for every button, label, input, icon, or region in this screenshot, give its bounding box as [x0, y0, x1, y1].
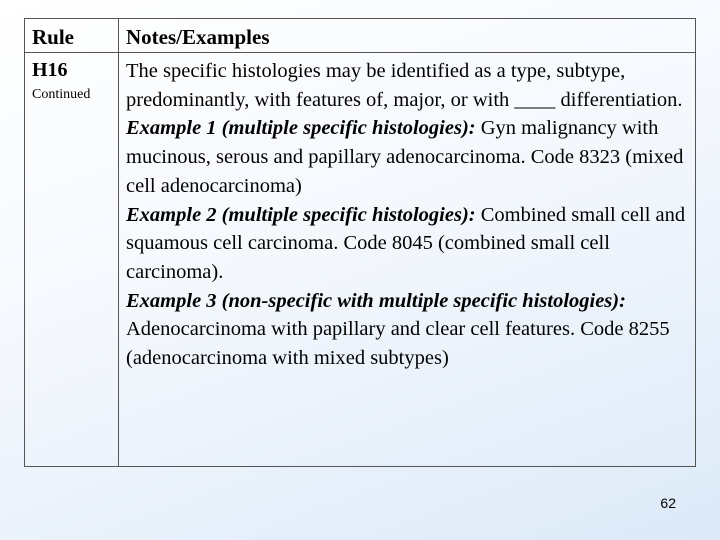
page-number: 62: [660, 495, 676, 511]
example-3-text: Adenocarcinoma with papillary and clear cell features. Code 8255 (adenocarcinoma with mixed subtypes): [126, 318, 670, 370]
example-1: [126, 114, 687, 200]
example-1-text: Gyn malignancy with mucinous, serous and papillary adenocarcinoma. Code 8323 (mixed cell adenocarcinoma): [126, 117, 684, 197]
example-2-label: Example 2 (multiple specific histologies):: [126, 203, 476, 226]
rule-column-header: Rule: [25, 19, 119, 53]
rule-cell: [25, 53, 119, 467]
rules-table: [24, 18, 696, 467]
example-3-label: Example 3 (non-specific with multiple specific histologies):: [126, 289, 626, 312]
table-header-row: [25, 19, 696, 53]
rule-continued-label: Continued: [32, 87, 91, 102]
notes-cell: [119, 53, 696, 467]
example-2: [126, 201, 687, 287]
example-3: [126, 287, 687, 373]
table-row: [25, 53, 696, 467]
example-1-label: Example 1 (multiple specific histologies):: [126, 117, 476, 140]
notes-column-header: Notes/Examples: [119, 19, 696, 53]
rule-id: H16: [32, 59, 68, 81]
rule-intro-text: The specific histologies may be identified as a type, subtype, predominantly, with features of, major, or with ____ differentiation.: [126, 60, 683, 111]
example-2-text: Combined small cell and squamous cell carcinoma. Code 8045 (combined small cell carcinoma).: [126, 203, 686, 283]
